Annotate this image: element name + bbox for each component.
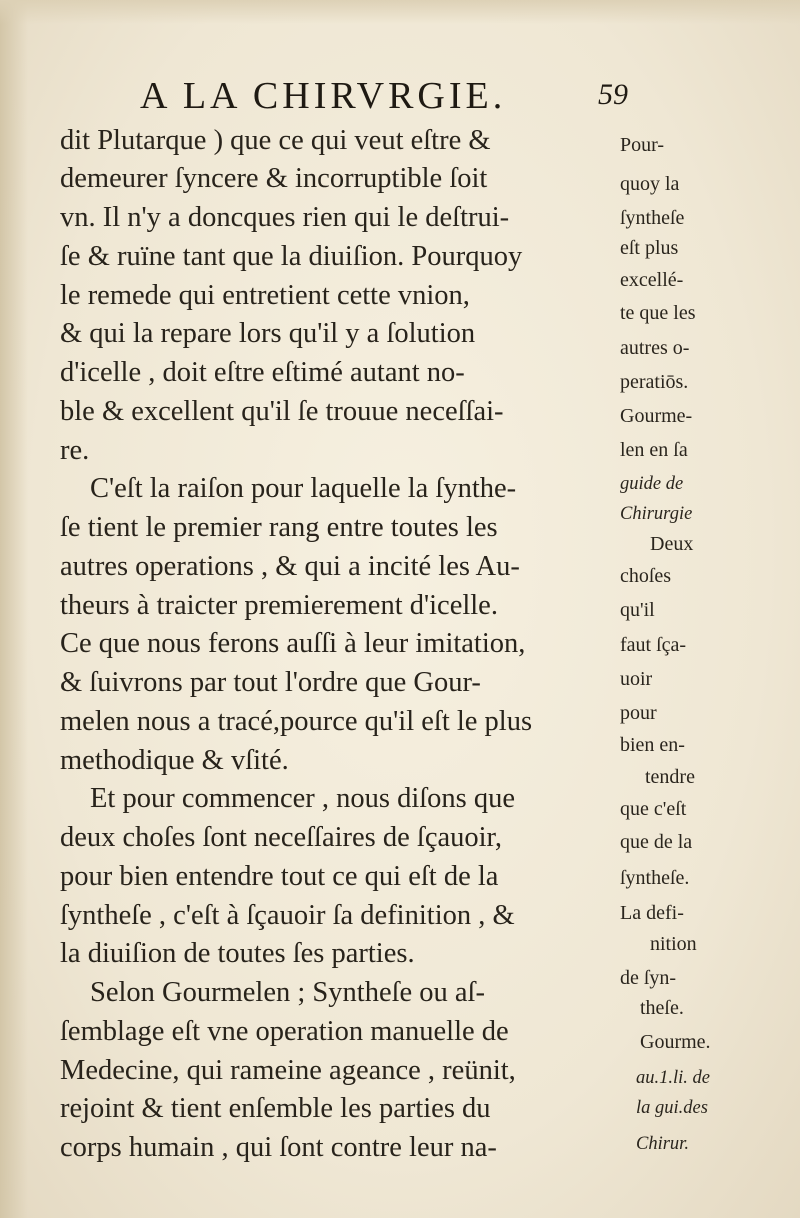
margin-note-line: tendre (645, 766, 695, 788)
text-line: ſynthеſe , c'eſt à ſçauoir ſa definition , & (60, 900, 515, 931)
text-line: C'eſt la raiſon pour laquelle la ſynthe- (90, 473, 517, 504)
margin-note-line: pour (620, 702, 657, 724)
margin-note-line: Pour- (620, 134, 665, 156)
text-line: dit Plutarque ) que ce qui veut eſtre & (60, 125, 491, 156)
text-line: Medecine, qui rameine ageance , reünit, (60, 1055, 516, 1086)
running-head (0, 0, 800, 120)
margin-note-line: que c'eſt (620, 798, 687, 820)
text-line: Et pour commencer , nous diſons que (90, 783, 516, 814)
text-line: re. (60, 435, 90, 466)
margin-note-line: autres o- (620, 337, 690, 359)
text-line: vn. Il n'y a doncques rien qui le deſtrui- (60, 202, 510, 233)
margin-note-line: te que les (620, 302, 696, 324)
page-number: 59 (598, 78, 628, 111)
margin-note-line: uoir (620, 668, 653, 690)
margin-note-line: que de la (620, 831, 693, 853)
margin-note-line: excellé- (620, 269, 684, 291)
margin-note-line: bien en- (620, 734, 685, 756)
text-line: d'icelle , doit eſtre eſtimé autant no- (60, 357, 465, 388)
margin-note-line: peratiōs. (620, 371, 689, 393)
margin-note-line: la gui.des (636, 1098, 708, 1118)
text-line: Ce que nous ferons auſſi à leur imitation, (60, 628, 526, 659)
margin-note-line: de ſyn- (620, 967, 677, 989)
margin-note-line: choſes (620, 565, 672, 587)
text-line: theurs à traicter premierement d'icelle. (60, 590, 498, 621)
margin-note-line: ſyntheſe (620, 207, 685, 229)
text-line: Selon Gourmelen ; Syntheſe ou aſ- (90, 977, 485, 1008)
text-line: corps humain , qui ſont contre leur na- (60, 1132, 497, 1163)
margin-note-line: nition (650, 933, 697, 955)
margin-note-line: Gourme- (620, 405, 693, 427)
margin-note-line: theſe. (640, 997, 684, 1019)
margin-note-line: Deux (650, 533, 694, 555)
text-line: ſe & ruïne tant que la diuiſion. Pourquoy (60, 241, 523, 272)
margin-note-line: qu'il (620, 599, 655, 621)
margin-note-line: ſyntheſe. (620, 867, 690, 889)
text-line: pour bien entendre tout ce qui eſt de la (60, 861, 499, 892)
text-line: deux choſes ſont neceſſaires de ſçauoir, (60, 822, 503, 853)
text-line: & qui la repare lors qu'il y a ſolution (60, 318, 476, 349)
margin-note-line: guide de (620, 474, 684, 494)
margin-note-line: Gourme. (640, 1031, 711, 1053)
text-line: ſemblage eſt vne operation manuelle de (60, 1016, 509, 1047)
margin-note-line: La defi- (620, 902, 684, 924)
running-head-title: A LA CHIRVRGIE. (140, 75, 507, 117)
text-line: & ſuivrons par tout l'ordre que Gour- (60, 667, 481, 698)
text-line: ſe tient le premier rang entre toutes les (60, 512, 498, 543)
margin-note-line: Chirurgie (620, 504, 693, 524)
margin-note-line: eſt plus (620, 237, 679, 259)
text-line: le remede qui entretient cette vnion, (60, 280, 470, 311)
text-line: la diuiſion de toutes ſes parties. (60, 938, 415, 969)
margin-note-line: faut ſça- (620, 634, 687, 656)
page-edge-shadow (0, 0, 28, 1218)
margin-note-line: Chirur. (636, 1134, 689, 1154)
text-line: methodique & vſité. (60, 745, 289, 776)
text-line: autres operations , & qui a incité les Au- (60, 551, 520, 582)
text-line: melen nous a tracé,pource qu'il eſt le plus (60, 706, 533, 737)
text-line: ble & excellent qu'il ſe trouue neceſſai- (60, 396, 504, 427)
margin-note-line: quoy la (620, 173, 680, 195)
margin-note-line: len en ſa (620, 439, 688, 461)
text-line: rejoint & tient enſemble les parties du (60, 1093, 491, 1124)
text-line: demeurer ſyncere & incorruptible ſoit (60, 163, 488, 194)
margin-note-line: au.1.li. de (636, 1068, 710, 1088)
